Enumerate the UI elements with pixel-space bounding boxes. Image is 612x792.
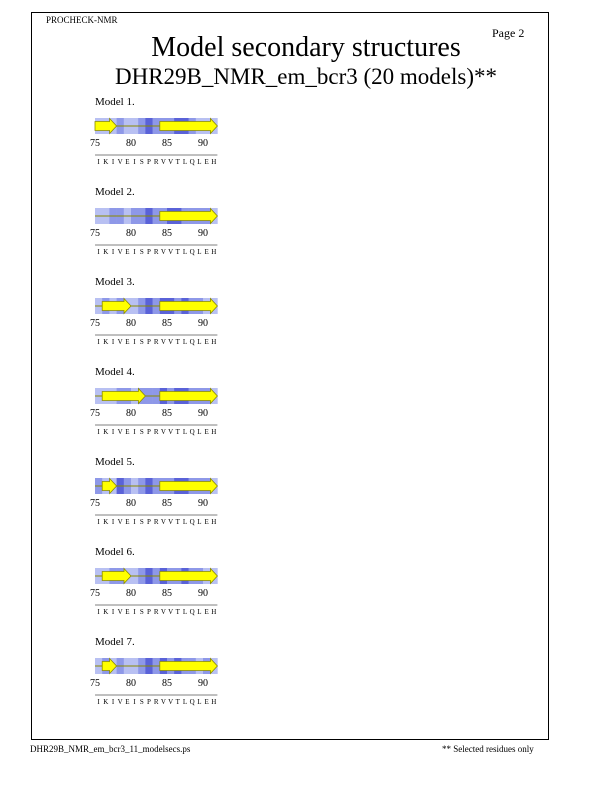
tick-label: 90: [198, 138, 208, 149]
sequence-residue: I: [133, 428, 136, 436]
tick-label: 75: [90, 228, 100, 239]
sequence-residue: K: [103, 158, 109, 166]
program-name: PROCHECK-NMR: [46, 15, 118, 25]
sequence-residue: E: [204, 608, 209, 616]
sequence-residue: P: [147, 158, 151, 166]
model-label: Model 7.: [95, 636, 135, 648]
sequence-residue: V: [160, 158, 166, 166]
sequence-residue: V: [168, 338, 174, 346]
sequence-residue: H: [211, 698, 217, 706]
sequence-residue: L: [182, 158, 188, 166]
sequence-residue: Q: [189, 158, 195, 166]
sequence-residue: I: [111, 338, 115, 346]
model-panel: [90, 186, 230, 266]
sequence-residue: L: [182, 698, 188, 706]
sequence-residue: L: [197, 698, 202, 706]
sequence-residue: V: [117, 338, 123, 346]
secondary-structure-plot: [90, 96, 230, 176]
sequence-residue: V: [168, 428, 174, 436]
sequence-residue: H: [211, 608, 217, 616]
sequence-residue: V: [117, 428, 123, 436]
model-label: Model 6.: [95, 546, 135, 558]
tick-label: 90: [198, 678, 208, 689]
sequence-residue: T: [175, 698, 180, 706]
sequence-residue: E: [125, 698, 130, 706]
tick-label: 90: [198, 588, 208, 599]
footer-filename: DHR29B_NMR_em_bcr3_11_modelsecs.ps: [30, 744, 191, 754]
sequence-residue: V: [160, 608, 166, 616]
sequence-residue: E: [204, 428, 209, 436]
sequence-residue: V: [117, 518, 123, 526]
sequence-residue: L: [182, 428, 188, 436]
sequence-residue: Q: [189, 698, 195, 706]
sequence-residue: V: [168, 608, 174, 616]
sequence-residue: V: [168, 248, 174, 256]
sequence-residue: L: [182, 608, 188, 616]
sequence-residue: S: [139, 158, 144, 166]
model-panel: [90, 546, 230, 626]
sequence-residue: I: [133, 248, 136, 256]
sequence-residue: L: [197, 428, 202, 436]
sequence-residue: E: [204, 158, 209, 166]
sequence-residue: I: [97, 518, 100, 526]
tick-label: 85: [162, 678, 172, 689]
sequence-residue: L: [182, 338, 188, 346]
tick-label: 75: [90, 498, 100, 509]
page-title: Model secondary structures: [151, 32, 461, 63]
sequence-residue: H: [211, 338, 217, 346]
sequence-residue: L: [182, 248, 188, 256]
tick-label: 80: [126, 678, 136, 689]
sequence-residue: V: [160, 338, 166, 346]
sequence-residue: I: [97, 608, 100, 616]
sequence-residue: I: [133, 338, 136, 346]
model-label: Model 2.: [95, 186, 135, 198]
sequence-residue: I: [133, 158, 136, 166]
tick-label: 90: [198, 498, 208, 509]
tick-label: 85: [162, 588, 172, 599]
sequence-residue: P: [147, 518, 151, 526]
sequence-residue: I: [133, 698, 136, 706]
sequence-residue: T: [175, 248, 180, 256]
sequence-residue: H: [211, 158, 217, 166]
sequence-residue: Q: [189, 608, 195, 616]
tick-label: 85: [162, 138, 172, 149]
sequence-residue: K: [103, 248, 109, 256]
sequence-residue: V: [168, 518, 174, 526]
sequence-residue: T: [175, 608, 180, 616]
tick-label: 90: [198, 318, 208, 329]
sequence-residue: V: [160, 248, 166, 256]
sequence-residue: P: [147, 248, 151, 256]
sequence-residue: K: [103, 698, 109, 706]
sequence-residue: L: [197, 248, 202, 256]
sequence-residue: T: [175, 338, 180, 346]
tick-label: 75: [90, 138, 100, 149]
sequence-residue: I: [133, 608, 136, 616]
tick-label: 80: [126, 138, 136, 149]
tick-label: 85: [162, 228, 172, 239]
sequence-residue: R: [153, 338, 159, 346]
sequence-residue: I: [111, 158, 115, 166]
page-number: Page 2: [492, 26, 525, 40]
model-label: Model 3.: [95, 276, 135, 288]
sequence-residue: S: [139, 518, 144, 526]
sequence-residue: K: [103, 338, 109, 346]
sequence-residue: E: [125, 608, 130, 616]
sequence-residue: I: [111, 428, 115, 436]
sequence-residue: V: [117, 608, 123, 616]
tick-label: 80: [126, 318, 136, 329]
model-label: Model 1.: [95, 96, 135, 108]
sequence-residue: T: [175, 518, 180, 526]
secondary-structure-plot: [90, 366, 230, 446]
sequence-residue: R: [153, 158, 159, 166]
sequence-residue: V: [117, 698, 123, 706]
sequence-residue: V: [160, 698, 166, 706]
sequence-residue: I: [97, 248, 100, 256]
secondary-structure-plot: [90, 546, 230, 626]
sequence-residue: H: [211, 518, 217, 526]
sequence-residue: S: [139, 698, 144, 706]
sequence-residue: E: [125, 248, 130, 256]
sequence-residue: K: [103, 428, 109, 436]
sequence-residue: K: [103, 518, 109, 526]
sequence-residue: S: [139, 338, 144, 346]
sequence-residue: E: [204, 698, 209, 706]
tick-label: 75: [90, 408, 100, 419]
sequence-residue: L: [197, 518, 202, 526]
page-subtitle: DHR29B_NMR_em_bcr3 (20 models)**: [114, 64, 498, 89]
secondary-structure-plot: [90, 186, 230, 266]
tick-label: 75: [90, 588, 100, 599]
sequence-residue: V: [117, 158, 123, 166]
sequence-residue: E: [125, 518, 130, 526]
sequence-residue: L: [197, 158, 202, 166]
tick-label: 90: [198, 228, 208, 239]
sequence-residue: L: [197, 608, 202, 616]
sequence-residue: E: [125, 338, 130, 346]
sequence-residue: I: [111, 608, 115, 616]
tick-label: 80: [126, 498, 136, 509]
tick-label: 80: [126, 228, 136, 239]
sequence-residue: I: [97, 158, 100, 166]
footer-note: ** Selected residues only: [442, 744, 534, 754]
model-panel: [90, 636, 230, 716]
sequence-residue: E: [204, 248, 209, 256]
sequence-residue: I: [97, 428, 100, 436]
model-panel: [90, 96, 230, 176]
tick-label: 75: [90, 318, 100, 329]
sequence-residue: T: [175, 428, 180, 436]
sequence-residue: V: [160, 518, 166, 526]
sequence-residue: L: [182, 518, 188, 526]
sequence-residue: I: [111, 698, 115, 706]
sequence-residue: R: [153, 608, 159, 616]
model-label: Model 5.: [95, 456, 135, 468]
sequence-residue: H: [211, 248, 217, 256]
sequence-residue: R: [153, 698, 159, 706]
sequence-residue: T: [175, 158, 180, 166]
tick-label: 75: [90, 678, 100, 689]
sequence-residue: V: [160, 428, 166, 436]
tick-label: 90: [198, 408, 208, 419]
sequence-residue: E: [204, 518, 209, 526]
sequence-residue: S: [139, 428, 144, 436]
sequence-residue: L: [197, 338, 202, 346]
sequence-residue: Q: [189, 248, 195, 256]
sequence-residue: V: [168, 698, 174, 706]
secondary-structure-plot: [90, 636, 230, 716]
sequence-residue: P: [147, 698, 151, 706]
sequence-residue: I: [111, 248, 115, 256]
tick-label: 85: [162, 318, 172, 329]
sequence-residue: S: [139, 248, 144, 256]
sequence-residue: R: [153, 248, 159, 256]
tick-label: 80: [126, 408, 136, 419]
sequence-residue: P: [147, 338, 151, 346]
sequence-residue: R: [153, 428, 159, 436]
sequence-residue: P: [147, 608, 151, 616]
sequence-residue: I: [133, 518, 136, 526]
sequence-residue: V: [117, 248, 123, 256]
sequence-residue: S: [139, 608, 144, 616]
sequence-residue: P: [147, 428, 151, 436]
tick-label: 85: [162, 408, 172, 419]
model-panel: [90, 276, 230, 356]
tick-label: 80: [126, 588, 136, 599]
sequence-residue: R: [153, 518, 159, 526]
sequence-residue: Q: [189, 338, 195, 346]
model-panel: [90, 366, 230, 446]
model-panel: [90, 456, 230, 536]
tick-label: 85: [162, 498, 172, 509]
sequence-residue: E: [204, 338, 209, 346]
sequence-residue: I: [97, 338, 100, 346]
sequence-residue: V: [168, 158, 174, 166]
secondary-structure-plot: [90, 276, 230, 356]
sequence-residue: H: [211, 428, 217, 436]
model-label: Model 4.: [95, 366, 135, 378]
sequence-residue: E: [125, 428, 130, 436]
secondary-structure-plot: [90, 456, 230, 536]
sequence-residue: Q: [189, 518, 195, 526]
sequence-residue: K: [103, 608, 109, 616]
sequence-residue: I: [97, 698, 100, 706]
sequence-residue: E: [125, 158, 130, 166]
sequence-residue: Q: [189, 428, 195, 436]
sequence-residue: I: [111, 518, 115, 526]
